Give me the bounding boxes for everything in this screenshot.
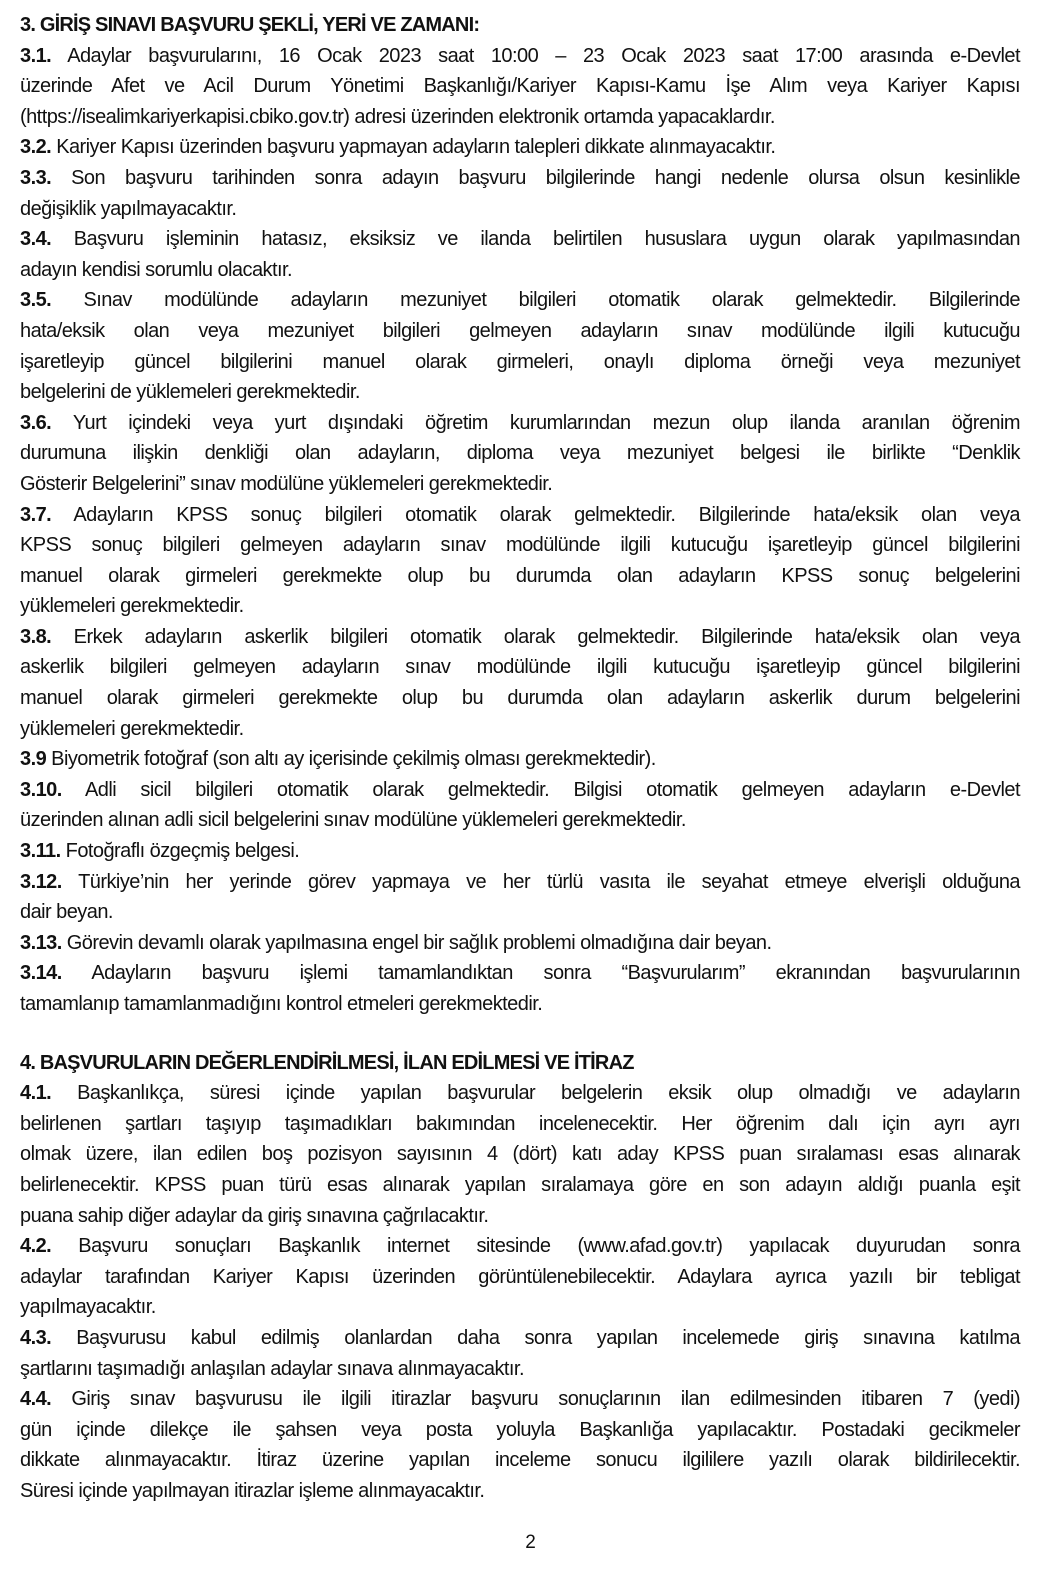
list-item xyxy=(20,867,1020,928)
list-item xyxy=(20,408,1020,500)
list-item xyxy=(20,41,1020,133)
text-line xyxy=(20,775,1020,806)
item-text: belgelerini de yüklemeleri gerekmektedir. xyxy=(20,381,360,404)
item-number: 3.10. xyxy=(20,778,62,801)
item-text: manuel olarak girmeleri gerekmekte olup bu durumda olan adayların KPSS sonuç belgelerini xyxy=(20,564,1020,587)
text-line xyxy=(20,1201,1020,1232)
text-line xyxy=(20,1476,1020,1507)
text-line xyxy=(20,132,1020,163)
text-line xyxy=(20,377,1020,408)
item-number: 4.4. xyxy=(20,1388,52,1411)
item-text: (https://isealimkariyerkapisi.cbiko.gov.tr) adresi üzerinden elektronik ortamda yapacaklardır. xyxy=(20,105,775,128)
text-line xyxy=(20,316,1020,347)
text-line xyxy=(20,561,1020,592)
text-line xyxy=(20,1231,1020,1262)
list-item xyxy=(20,1231,1020,1323)
list-item xyxy=(20,775,1020,836)
item-text: yüklemeleri gerekmektedir. xyxy=(20,595,244,618)
item-text: durumuna ilişkin denkliği olan adayların, diploma veya mezuniyet belgesi ile birlikte “Denklik xyxy=(20,442,1020,465)
text-line xyxy=(20,714,1020,745)
item-text: olmak üzere, ilan edilen boş pozisyon sayısının 4 (dört) katı aday KPSS puan sıralaması esas alınarak xyxy=(20,1143,1020,1166)
text-line xyxy=(20,438,1020,469)
item-text: Son başvuru tarihinden sonra adayın başvuru bilgilerinde hangi nedenle olursa olsun kesinlikle xyxy=(71,166,1020,189)
list-item xyxy=(20,224,1020,285)
text-line xyxy=(20,1384,1020,1415)
list-item xyxy=(20,500,1020,622)
list-item xyxy=(20,1078,1020,1231)
section xyxy=(20,10,1020,1020)
item-text: Başvuru sonuçları Başkanlık internet sitesinde (www.afad.gov.tr) yapılacak duyurudan sonra xyxy=(78,1235,1020,1258)
item-number: 3.14. xyxy=(20,962,62,985)
text-line xyxy=(20,1323,1020,1354)
item-number: 3.12. xyxy=(20,870,62,893)
item-number: 3.1. xyxy=(20,44,52,67)
item-number: 3.11. xyxy=(20,840,61,863)
item-text: adayın kendisi sorumlu olacaktır. xyxy=(20,258,292,281)
list-item xyxy=(20,163,1020,224)
text-line xyxy=(20,1109,1020,1140)
text-line xyxy=(20,958,1020,989)
text-line xyxy=(20,41,1020,72)
section-heading: 4. BAŞVURULARIN DEĞERLENDİRİLMESİ, İLAN EDİLMESİ VE İTİRAZ xyxy=(20,1051,634,1074)
text-line xyxy=(20,71,1020,102)
item-text: belirlenen şartları taşıyıp taşımadıkları bakımından incelenecektir. Her öğrenim dalı için ayrı ayrı xyxy=(20,1112,1020,1135)
text-line xyxy=(20,836,1020,867)
text-line xyxy=(20,622,1020,653)
item-text: Adayların KPSS sonuç bilgileri otomatik olarak gelmektedir. Bilgilerinde hata/eksik olan veya xyxy=(73,503,1021,526)
item-text: Kariyer Kapısı üzerinden başvuru yapmayan adayların talepleri dikkate alınmayacaktır. xyxy=(56,136,776,159)
item-text: Türkiye’nin her yerinde görev yapmaya ve her türlü vasıta ile seyahat etmeye elverişli olduğuna xyxy=(78,870,1020,893)
item-text: belirlenecektir. KPSS puan türü esas alınarak yapılan sıralamaya göre en son adayın aldığı puanla eşit xyxy=(20,1173,1020,1196)
item-number: 3.13. xyxy=(20,931,62,954)
text-line xyxy=(20,1445,1020,1476)
section-heading: 3. GİRİŞ SINAVI BAŞVURU ŞEKLİ, YERİ VE ZAMANI: xyxy=(20,14,480,36)
item-text: üzerinden alınan adli sicil belgelerini sınav modülüne yüklemeleri gerekmektedir. xyxy=(20,809,686,832)
text-line xyxy=(20,1170,1020,1201)
text-line xyxy=(20,163,1020,194)
text-line xyxy=(20,285,1020,316)
item-text: Biyometrik fotoğraf (son altı ay içerisinde çekilmiş olması gerekmektedir). xyxy=(51,748,656,771)
item-text: askerlik bilgileri gelmeyen adayların sınav modülünde ilgili kutucuğu işaretleyip güncel bilgilerini xyxy=(20,656,1020,679)
item-text: Görevin devamlı olarak yapılmasına engel bir sağlık problemi olmadığına dair beyan. xyxy=(66,931,772,954)
item-text: Fotoğraflı özgeçmiş belgesi. xyxy=(65,840,300,863)
item-number: 3.8. xyxy=(20,625,52,648)
item-number: 4.2. xyxy=(20,1235,52,1258)
text-line xyxy=(20,928,1020,959)
text-line xyxy=(20,347,1020,378)
item-text: adaylar tarafından Kariyer Kapısı üzerinden görüntülenebilecektir. Adaylara ayrıca yazılı bir tebligat xyxy=(20,1265,1020,1288)
text-line xyxy=(20,1292,1020,1323)
document-page xyxy=(20,10,1020,1507)
item-text: değişiklik yapılmayacaktır. xyxy=(20,197,237,220)
text-line xyxy=(20,255,1020,286)
item-text: Adayların başvuru işlemi tamamlandıktan sonra “Başvurularım” ekranından başvurularının xyxy=(91,962,1020,985)
item-text: Başvurusu kabul edilmiş olanlardan daha sonra yapılan incelemede giriş sınavına katılma xyxy=(76,1326,1020,1349)
item-text: Adli sicil bilgileri otomatik olarak gelmektedir. Bilgisi otomatik gelmeyen adayların e-Devlet xyxy=(84,778,1020,801)
item-number: 3.4. xyxy=(20,228,52,251)
text-line xyxy=(20,867,1020,898)
text-line xyxy=(20,500,1020,531)
item-text: yüklemeleri gerekmektedir. xyxy=(20,717,244,740)
text-line xyxy=(20,408,1020,439)
list-item xyxy=(20,1384,1020,1506)
item-text: Yurt içindeki veya yurt dışındaki öğretim kurumlarından mezun olup ilanda aranılan öğrenim xyxy=(72,411,1020,434)
section-gap xyxy=(20,1020,1020,1048)
list-item xyxy=(20,744,1020,775)
text-line xyxy=(20,194,1020,225)
item-text: işaretleyip güncel bilgilerini manuel olarak girmeleri, onaylı diploma örneği veya mezuniyet xyxy=(20,350,1020,373)
list-item xyxy=(20,958,1020,1019)
item-text: yapılmayacaktır. xyxy=(20,1296,156,1319)
text-line xyxy=(20,744,1020,775)
item-text: tamamlanıp tamamlanmadığını kontrol etmeleri gerekmektedir. xyxy=(20,993,543,1015)
item-text: Adaylar başvurularını, 16 Ocak 2023 saat 10:00 – 23 Ocak 2023 saat 17:00 arasında e-Devlet xyxy=(67,44,1020,67)
text-line xyxy=(20,652,1020,683)
item-number: 3.5. xyxy=(20,289,52,312)
item-number: 3.2. xyxy=(20,136,52,159)
item-text: Sınav modülünde adayların mezuniyet bilgileri otomatik olarak gelmektedir. Bilgilerinde xyxy=(83,289,1020,312)
text-line xyxy=(20,224,1020,255)
text-line xyxy=(20,989,1020,1020)
list-item xyxy=(20,132,1020,163)
list-item xyxy=(20,285,1020,407)
item-text: şartlarını taşımadığı anlaşılan adaylar sınava alınmayacaktır. xyxy=(20,1357,524,1380)
text-line xyxy=(20,1415,1020,1446)
list-item xyxy=(20,1323,1020,1384)
page-number: 2 xyxy=(525,1532,536,1553)
section xyxy=(20,1048,1020,1507)
text-line xyxy=(20,591,1020,622)
item-text: Başkanlıkça, süresi içinde yapılan başvurular belgelerin eksik olup olmadığı ve adayların xyxy=(77,1082,1020,1105)
item-text: hata/eksik olan veya mezuniyet bilgileri gelmeyen adayların sınav modülünde ilgili kutucuğu xyxy=(20,319,1020,342)
text-line xyxy=(20,1262,1020,1293)
item-number: 3.7. xyxy=(20,503,52,526)
text-line xyxy=(20,683,1020,714)
text-line xyxy=(20,897,1020,928)
item-number: 3.3. xyxy=(20,166,52,189)
text-line xyxy=(20,1354,1020,1385)
item-text: gün içinde dilekçe ile şahsen veya posta yoluyla Başkanlığa yapılacaktır. Postadaki gecikmeler xyxy=(20,1418,1020,1441)
item-number: 4.3. xyxy=(20,1326,52,1349)
item-text: manuel olarak girmeleri gerekmekte olup bu durumda olan adayların askerlik durum belgelerini xyxy=(20,687,1020,710)
text-line xyxy=(20,1078,1020,1109)
list-item xyxy=(20,928,1020,959)
item-text: Süresi içinde yapılmayan itirazlar işleme alınmayacaktır. xyxy=(20,1479,485,1502)
text-line xyxy=(20,1139,1020,1170)
item-text: Gösterir Belgelerini” sınav modülüne yüklemeleri gerekmektedir. xyxy=(20,472,553,495)
item-text: dair beyan. xyxy=(20,901,113,924)
list-item xyxy=(20,622,1020,744)
text-line xyxy=(20,805,1020,836)
text-line xyxy=(20,530,1020,561)
item-number: 3.6. xyxy=(20,411,52,434)
text-line xyxy=(20,102,1020,133)
item-text: üzerinde Afet ve Acil Durum Yönetimi Başkanlığı/Kariyer Kapısı-Kamu İşe Alım veya Kariyer Kapısı xyxy=(20,75,1020,98)
list-item xyxy=(20,836,1020,867)
item-text: KPSS sonuç bilgileri gelmeyen adayların sınav modülünde ilgili kutucuğu işaretleyip güncel bilgilerini xyxy=(20,534,1020,557)
text-line xyxy=(20,469,1020,500)
item-text: Başvuru işleminin hatasız, eksiksiz ve ilanda belirtilen hususlara uygun olarak yapılmasından xyxy=(73,228,1020,251)
item-text: puana sahip diğer adaylar da giriş sınavına çağrılacaktır. xyxy=(20,1204,489,1227)
item-text: Erkek adayların askerlik bilgileri otomatik olarak gelmektedir. Bilgilerinde hata/eksik olan veya xyxy=(73,625,1020,648)
item-text: Giriş sınav başvurusu ile ilgili itirazlar başvuru sonuçlarının ilan edilmesinden itibaren 7 (yedi) xyxy=(71,1388,1020,1411)
item-number: 4.1. xyxy=(20,1082,52,1105)
item-text: dikkate alınmayacaktır. İtiraz üzerine yapılan inceleme sonucu ilgililere yazılı olarak bildirilecektir. xyxy=(20,1449,1020,1472)
item-number: 3.9 xyxy=(20,748,47,771)
